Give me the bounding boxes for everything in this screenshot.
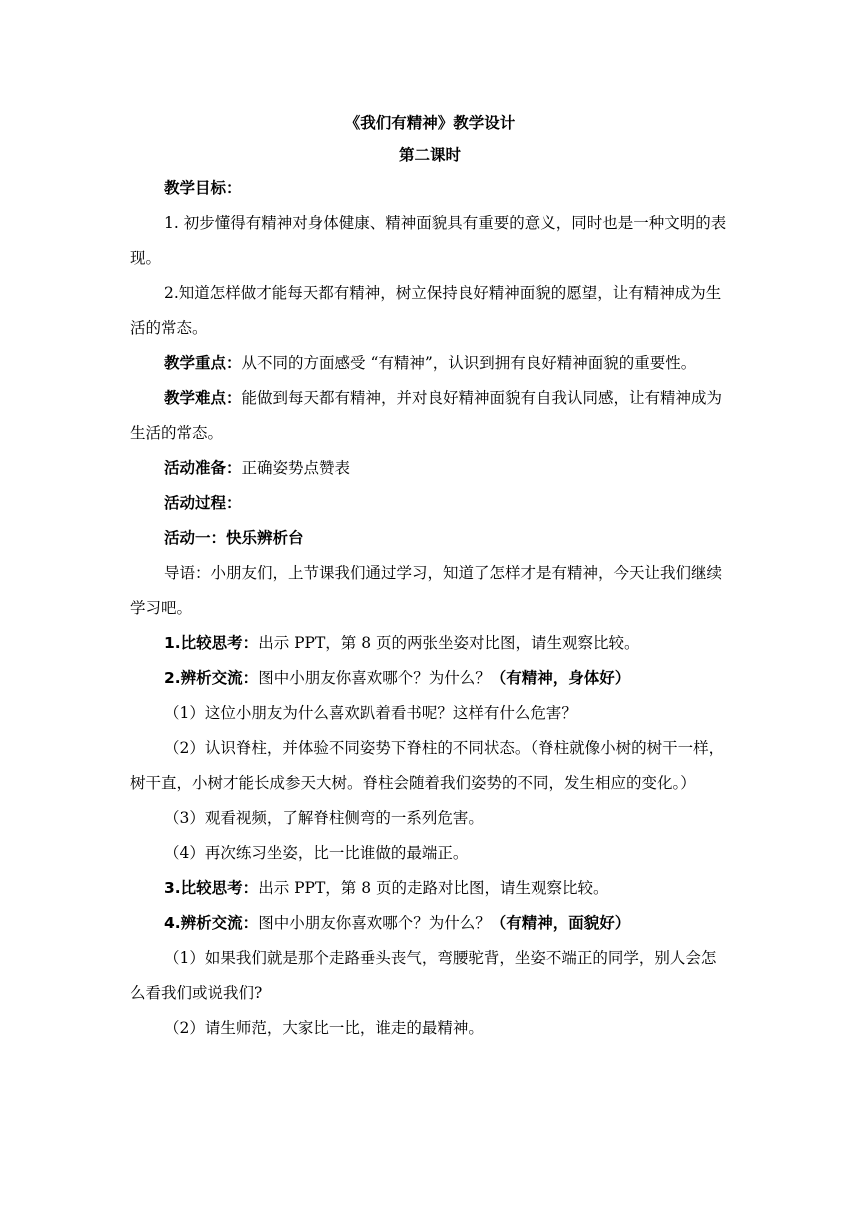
step-2-item-4: （4）再次练习坐姿，比一比谁做的最端正。	[164, 844, 469, 862]
step-2-item-1: （1）这位小朋友为什么喜欢趴着看书呢？这样有什么危害？	[164, 704, 577, 722]
intro-paragraph: 导语：小朋友们，上节课我们通过学习，知道了怎样才是有精神，今天让我们继续学习吧。	[130, 564, 723, 617]
step-1	[130, 626, 730, 661]
objectives-heading: 教学目标：	[164, 179, 242, 197]
difficulty-label: 教学难点：	[164, 389, 242, 407]
process-heading: 活动过程：	[164, 494, 242, 512]
document-subtitle: 第二课时	[398, 146, 461, 164]
activity-1-heading: 活动一：快乐辨析台	[164, 529, 304, 547]
difficulty-text: 能做到每天都有精神，并对良好精神面貌有自我认同感，让有精神成为生活的常态。	[130, 389, 723, 442]
key-point-text: 从不同的方面感受 “有精神”，认识到拥有良好精神面貌的重要性。	[241, 354, 697, 372]
step-2-item-3: （3）观看视频，了解脊柱侧弯的一系列危害。	[164, 809, 484, 827]
step-4-item-1: （1）如果我们就是那个走路垂头丧气，弯腰驼背，坐姿不端正的同学，别人会怎么看我们或说我们?	[130, 949, 717, 1002]
prep-text: 正确姿势点赞表	[241, 459, 351, 477]
difficulty-paragraph	[130, 381, 730, 451]
step-1-text: 出示 PPT，第 8 页的两张坐姿对比图，请生观察比较。	[258, 634, 640, 652]
step-3-text: 出示 PPT，第 8 页的走路对比图，请生观察比较。	[258, 879, 609, 897]
document-title: 《我们有精神》教学设计	[344, 114, 516, 132]
step-4-emphasis: （有精神，面貌好）	[490, 914, 631, 932]
key-point-label: 教学重点：	[164, 354, 242, 372]
step-4-label: 4.辨析交流：	[164, 914, 259, 932]
step-1-label: 1.比较思考：	[164, 634, 259, 652]
prep-paragraph	[130, 451, 730, 486]
step-4	[130, 906, 730, 941]
step-2	[130, 661, 730, 696]
step-3-label: 3.比较思考：	[164, 879, 259, 897]
objective-1: 1. 初步懂得有精神对身体健康、精神面貌具有重要的意义，同时也是一种文明的表现。	[130, 214, 727, 267]
step-4-text: 图中小朋友你喜欢哪个？为什么？	[258, 914, 491, 932]
step-2-emphasis: （有精神，身体好）	[490, 669, 631, 687]
step-2-label: 2.辨析交流：	[164, 669, 259, 687]
document-body	[130, 107, 730, 1046]
objective-2: 2.知道怎样做才能每天都有精神，树立保持良好精神面貌的愿望，让有精神成为生活的常态。	[130, 284, 722, 337]
step-4-item-2: （2）请生师范，大家比一比，谁走的最精神。	[164, 1019, 484, 1037]
step-2-text: 图中小朋友你喜欢哪个？为什么？	[258, 669, 491, 687]
key-point-paragraph	[130, 346, 730, 381]
step-3	[130, 871, 730, 906]
prep-label: 活动准备：	[164, 459, 242, 477]
step-2-item-2: （2）认识脊柱，并体验不同姿势下脊柱的不同状态。（脊柱就像小树的树干一样，树干直，小树才能长成参天大树。脊柱会随着我们姿势的不同，发生相应的变化。）	[130, 739, 725, 792]
